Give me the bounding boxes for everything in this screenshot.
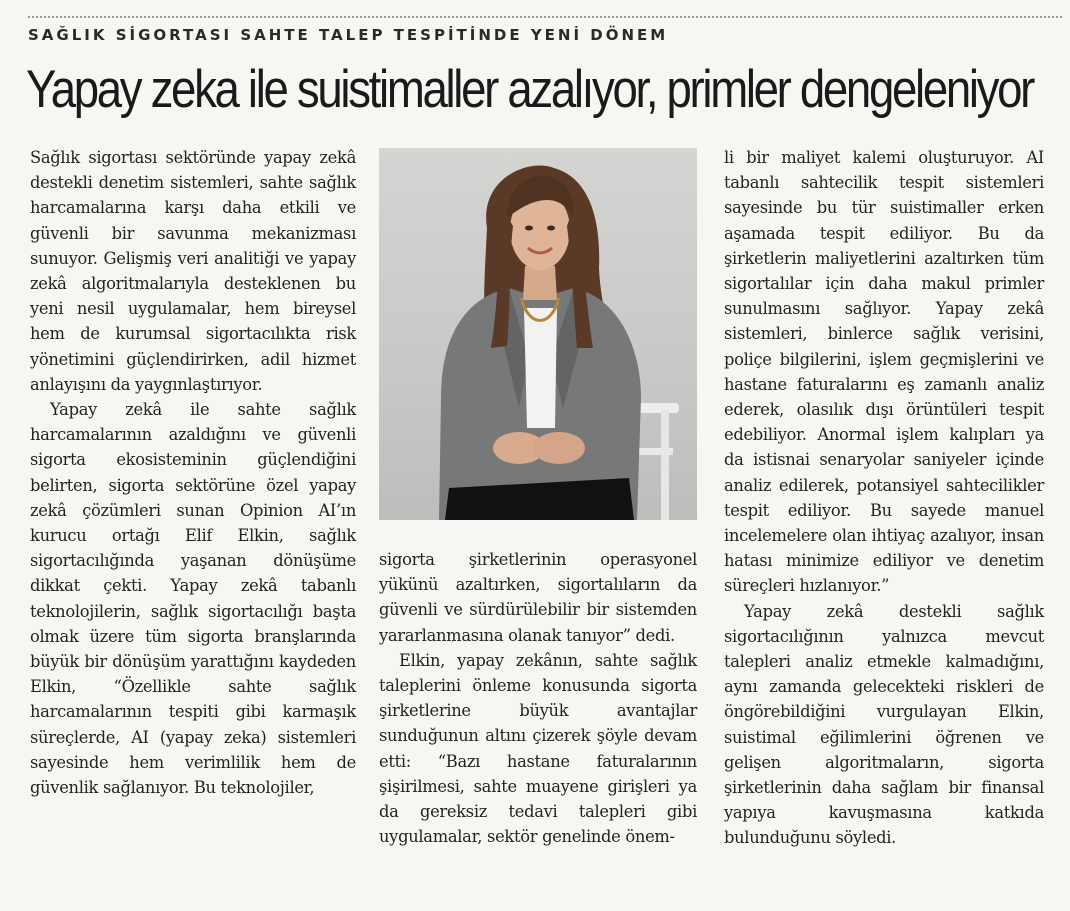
portrait-photo (379, 148, 697, 520)
top-dotted-rule (28, 16, 1062, 18)
paragraph: Yapay zekâ destekli sağlık sigortacılığının yalnızca mevcut talepleri analiz etmekle kalmadığını, aynı zamanda gelecekteki riskleri de öngörebildiğini vurgulayan Elkin, suistimal eğilimlerini öğrenen ve gelişen algoritmaların, sigorta şirketlerinin daha sağlam bir finansal yapıya kavuşmasına katkıda bulunduğunu söyledi. (724, 601, 1044, 848)
portrait-illustration (379, 148, 697, 520)
article-column-1 (30, 145, 356, 800)
article-column-2 (379, 547, 697, 849)
paragraph: Sağlık sigortası sektöründe yapay zekâ destekli denetim sistemleri, sahte sağlık harcamalarına karşı daha etkili ve güvenli bir savunma mekanizması sunuyor. Gelişmiş veri analitiği ve yapay zekâ algoritmalarıyla desteklenen bu yeni nesil uygulamalar, hem bireysel hem de kurumsal sigortacılıkta risk yönetimini güçlendirirken, adil hizmet anlayışını da yaygınlaştırıyor. (30, 148, 356, 394)
kicker: SAĞLIK SİGORTASI SAHTE TALEP TESPİTİNDE YENİ DÖNEM (28, 26, 669, 44)
paragraph: Yapay zekâ ile sahte sağlık harcamalarının azaldığını ve güvenli sigorta ekosisteminin güçlendiğini belirten, sigorta sektörüne özel yapay zekâ çözümleri sunan Opinion AI’ın kurucu ortağı Elif Elkin, sağlık sigortacılığında yaşanan dönüşüme dikkat çekti. Yapay zekâ tabanlı teknolojilerin, sağlık sigortacılığı başta olmak üzere tüm sigorta branşlarında büyük bir dönüşüm yarattığını kaydeden Elkin, “Özellikle sahte sağlık harcamalarının tespiti gibi karmaşık süreçlerde, AI (yapay zeka) sistemleri sayesinde hem verimlilik hem de güvenlik sağlanıyor. Bu teknolojiler, (30, 400, 356, 798)
article-column-3 (724, 145, 1044, 851)
paragraph: Elkin, yapay zekânın, sahte sağlık taleplerini önleme konusunda sigorta şirketlerine büyük avantajlar sunduğunun altını çizerek şöyle devam etti: “Bazı hastane faturalarının şişirilmesi, sahte muayene girişleri ya da gereksiz tedavi talepleri gibi uygulamalar, sektör genelinde önem- (379, 650, 697, 847)
paragraph: li bir maliyet kalemi oluşturuyor. AI tabanlı sahtecilik tespit sistemleri sayesinde bu tür suistimaller erken aşamada tespit ediliyor. Bu da şirketlerin maliyetlerini azaltırken tüm sigortalılar için daha makul primler sunulmasını sağlıyor. Yapay zekâ sistemleri, binlerce sağlık verisini, poliçe bilgilerini, işlem geçmişlerini ve hastane faturalarını eş zamanlı analiz ederek, olasılık dışı örüntüleri tespit edebiliyor. Anormal işlem kalıpları ya da istisnai senaryolar saniyeler içinde analiz edilerek, potansiyel sahtecilikler tespit ediliyor. Bu sayede manuel incelemelere olan ihtiyaç azalıyor, insan hatası minimize ediliyor ve denetim süreçleri hızlanıyor.” (724, 148, 1044, 596)
headline: Yapay zeka ile suistimaller azalıyor, primler dengeleniyor (26, 60, 1034, 119)
paragraph: sigorta şirketlerinin operasyonel yükünü azaltırken, sigortalıların da güvenli ve sürdürülebilir bir sistemden yararlanmasına olanak tanıyor” dedi. (379, 550, 697, 645)
